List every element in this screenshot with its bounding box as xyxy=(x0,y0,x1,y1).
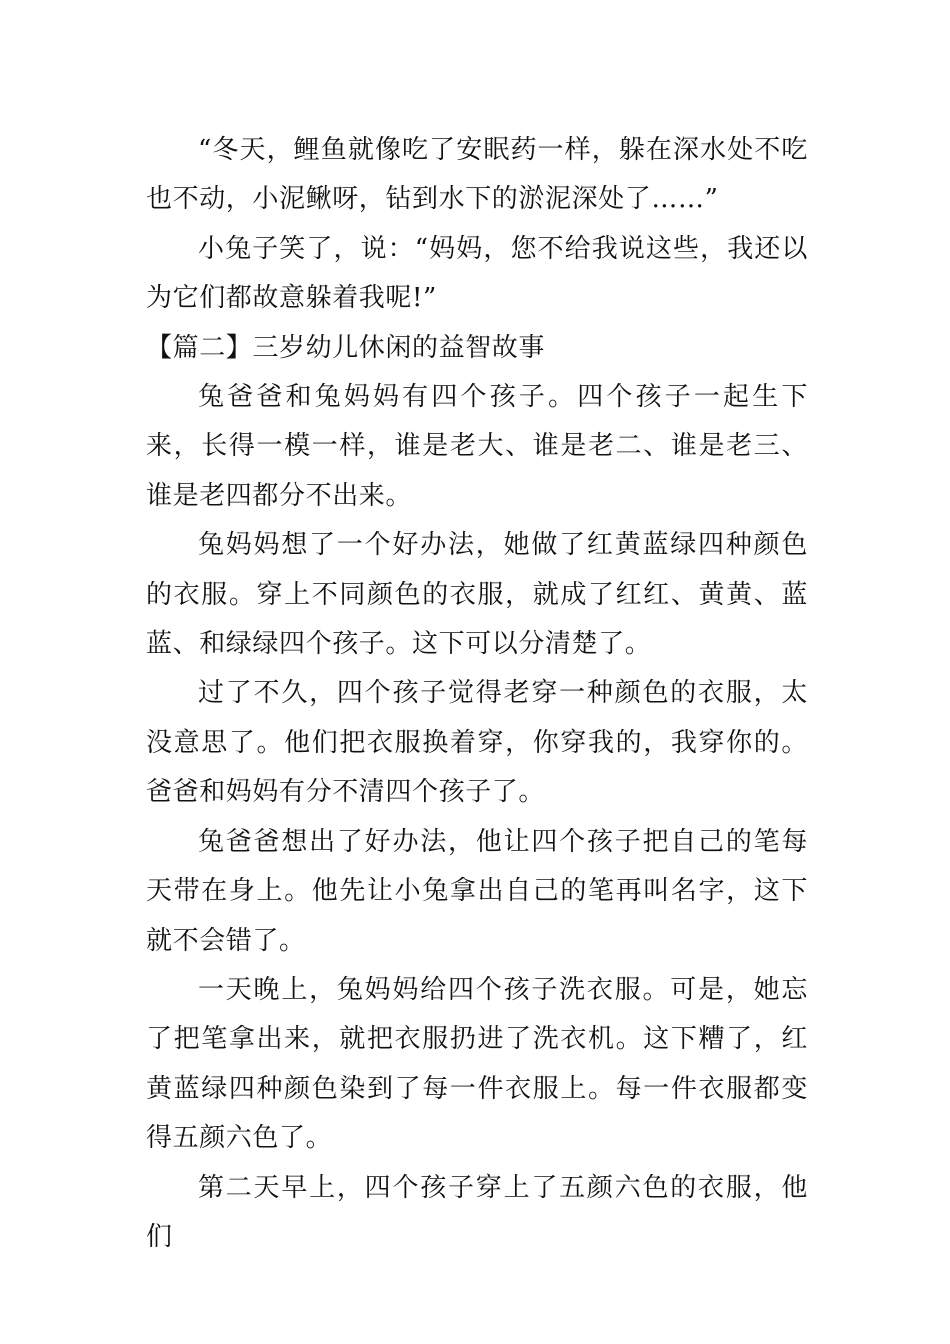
paragraph-next-morning: 第二天早上，四个孩子穿上了五颜六色的衣服，他们 xyxy=(146,1172,808,1252)
paragraph-colored-clothes: 兔妈妈想了一个好办法，她做了红黄蓝绿四种颜色的衣服。穿上不同颜色的衣服，就成了红红、黄黄、蓝蓝、和绿绿四个孩子。这下可以分清楚了。 xyxy=(146,530,808,660)
paragraph-little-rabbit-laughs: 小兔子笑了，说：“妈妈，您不给我说这些，我还以为它们都故意躲着我呢!” xyxy=(146,233,808,314)
paragraph-carp-loach: “冬天，鲤鱼就像吃了安眠药一样，躲在深水处不吃也不动，小泥鳅呀，钻到水下的淤泥深处了……” xyxy=(146,135,808,215)
paragraph-washing-machine: 一天晚上，兔妈妈给四个孩子洗衣服。可是，她忘了把笔拿出来，就把衣服扔进了洗衣机。这下糟了，红黄蓝绿四种颜色染到了每一件衣服上。每一件衣服都变得五颜六色了。 xyxy=(146,974,808,1154)
paragraph-four-children: 兔爸爸和兔妈妈有四个孩子。四个孩子一起生下来，长得一模一样，谁是老大、谁是老二、谁是老三、谁是老四都分不出来。 xyxy=(146,382,808,511)
document-body xyxy=(146,126,808,1262)
section-heading: 【篇二】三岁幼儿休闲的益智故事 xyxy=(146,332,546,363)
paragraph-swap-clothes: 过了不久，四个孩子觉得老穿一种颜色的衣服，太没意思了。他们把衣服换着穿，你穿我的，我穿你的。爸爸和妈妈有分不清四个孩子了。 xyxy=(146,678,808,808)
paragraph-pens: 兔爸爸想出了好办法，他让四个孩子把自己的笔每天带在身上。他先让小兔拿出自己的笔再叫名字，这下就不会错了。 xyxy=(146,826,808,956)
